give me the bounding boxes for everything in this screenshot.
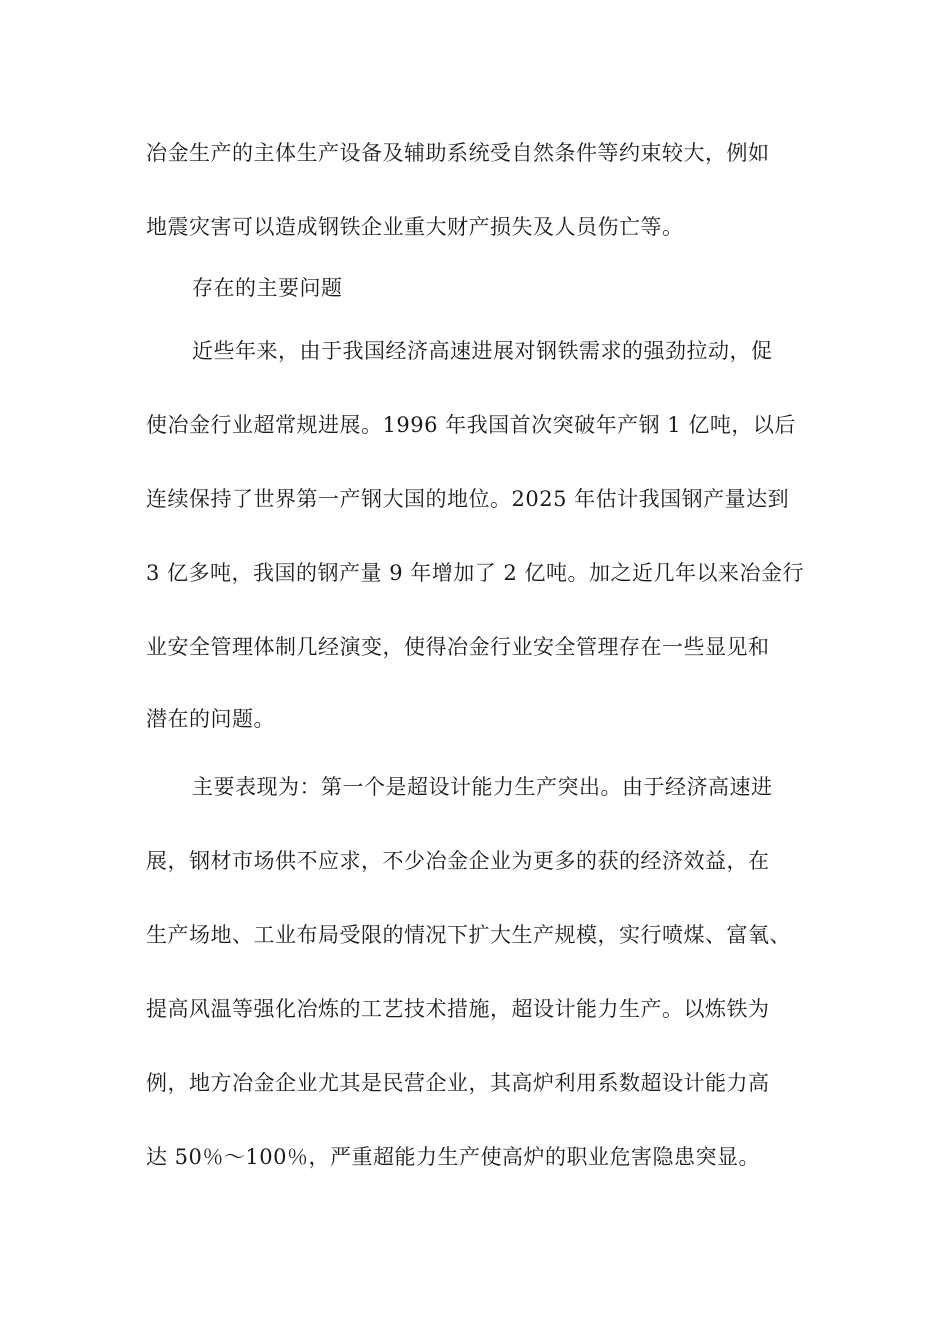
text-line: 连续保持了世界第一产钢大国的地位。2025 年估计我国钢产量达到 (146, 487, 790, 511)
text-line: 业安全管理体制几经演变，使得冶金行业安全管理存在一些显见和 (146, 635, 770, 659)
text-line: 主要表现为：第一个是超设计能力生产突出。由于经济高速进 (192, 775, 773, 799)
text-line: 地震灾害可以造成钢铁企业重大财产损失及人员伤亡等。 (146, 215, 684, 239)
text-line: 提高风温等强化冶炼的工艺技术措施，超设计能力生产。以炼铁为 (146, 997, 770, 1021)
text-line: 潜在的问题。 (146, 707, 275, 731)
text-line: 近些年来，由于我国经济高速进展对钢铁需求的强劲拉动，促 (192, 339, 773, 363)
text-line: 冶金生产的主体生产设备及辅助系统受自然条件等约束较大，例如 (146, 141, 770, 165)
text-line: 展，钢材市场供不应求，不少冶金企业为更多的获的经济效益，在 (146, 849, 770, 873)
section-heading: 存在的主要问题 (192, 276, 343, 300)
text-line: 3 亿多吨，我国的钢产量 9 年增加了 2 亿吨。加之近几年以来冶金行 (146, 561, 804, 585)
text-line: 达 50％～100％，严重超能力生产使高炉的职业危害隐患突显。 (146, 1145, 760, 1169)
text-line: 例，地方冶金企业尤其是民营企业，其高炉利用系数超设计能力高 (146, 1071, 770, 1095)
text-line: 生产场地、工业布局受限的情况下扩大生产规模，实行喷煤、富氧、 (146, 923, 791, 947)
text-line: 使冶金行业超常规进展。1996 年我国首次突破年产钢 1 亿吨，以后 (146, 413, 796, 437)
